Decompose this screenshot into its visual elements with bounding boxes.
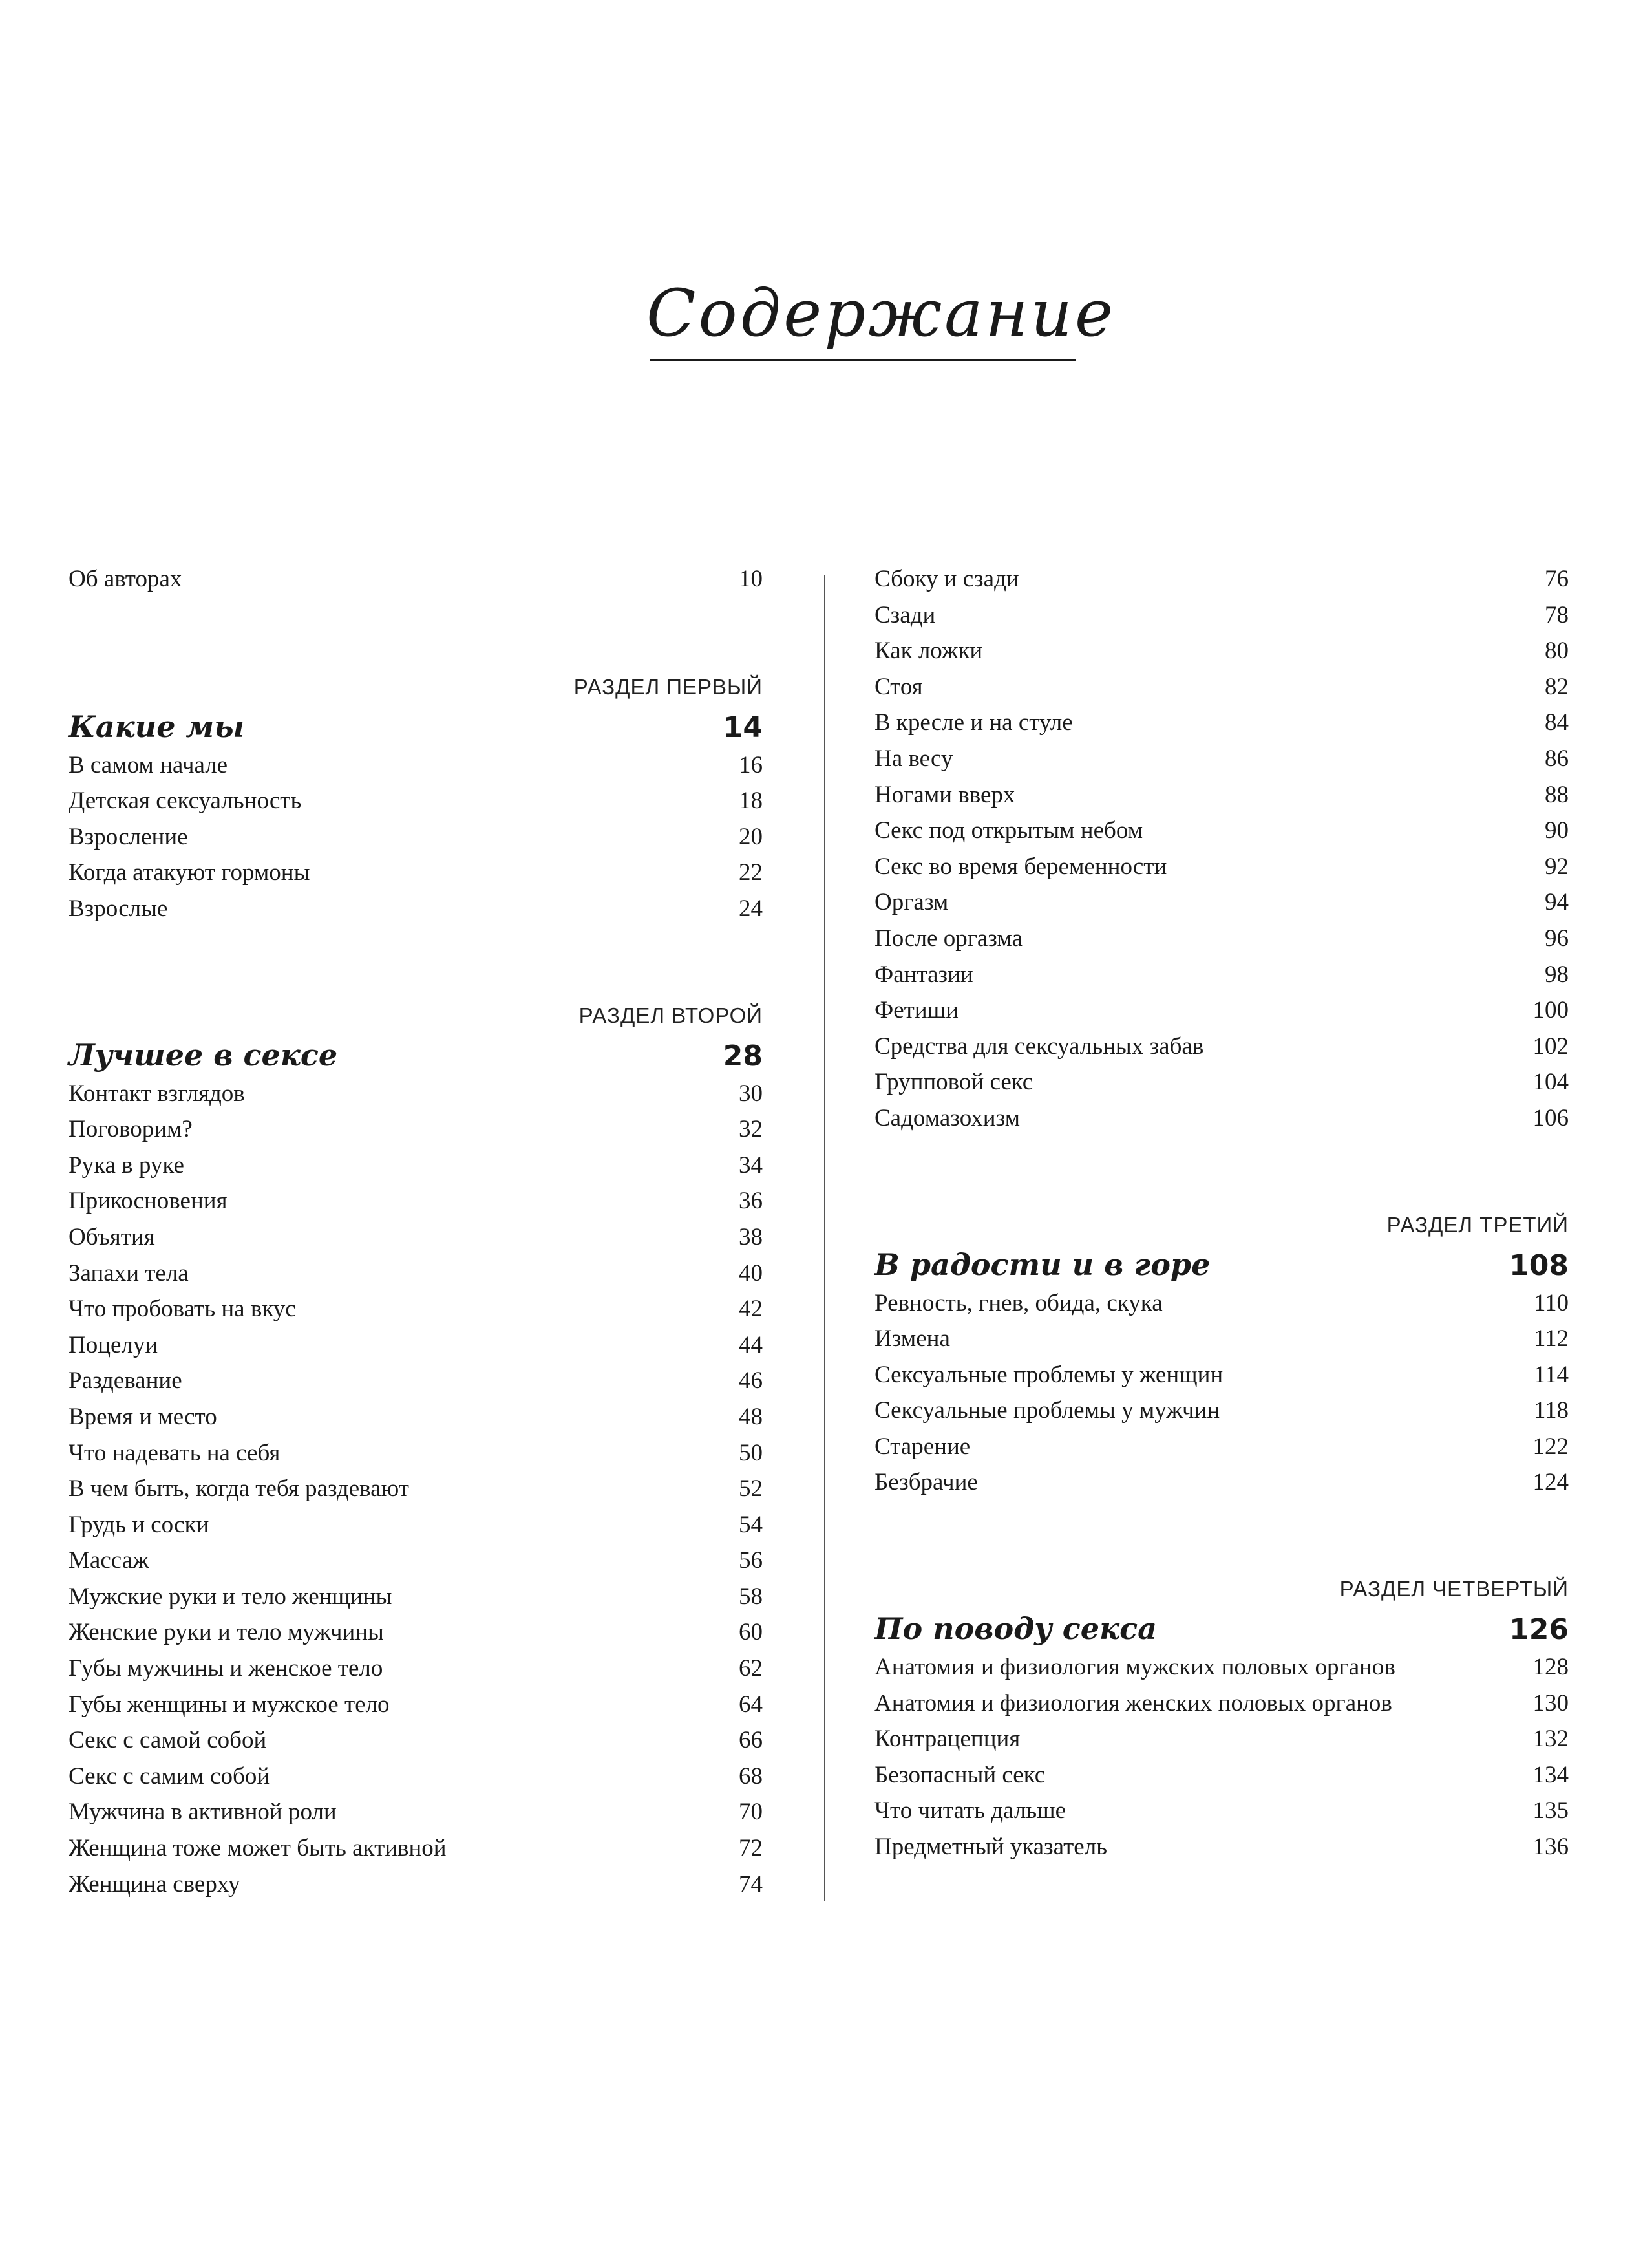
toc-entry-label: Женщина сверху: [69, 1870, 240, 1898]
section-label: РАЗДЕЛ ТРЕТИЙ: [1386, 1212, 1569, 1237]
toc-entry-label: Старение: [874, 1433, 971, 1460]
toc-entry-label: Грудь и соски: [69, 1511, 209, 1538]
toc-entry-label: Об авторах: [69, 566, 182, 592]
toc-entry[interactable]: [69, 855, 763, 891]
toc-entry-label: Что пробовать на вкус: [69, 1296, 296, 1323]
toc-entry[interactable]: [69, 1148, 763, 1184]
toc-entry-label: Контрацепция: [874, 1726, 1021, 1753]
toc-entry[interactable]: [69, 1327, 763, 1364]
toc-entry-page: 134: [1532, 1761, 1569, 1788]
toc-entry[interactable]: [874, 1793, 1569, 1829]
toc-entry[interactable]: [874, 884, 1569, 921]
toc-entry-label: После оргазма: [874, 925, 1023, 952]
toc-entry-page: 32: [739, 1116, 763, 1143]
toc-entry-page: 130: [1532, 1689, 1569, 1717]
toc-entry[interactable]: [69, 1867, 763, 1903]
section-title: В радости и в горе: [874, 1246, 1211, 1282]
section-label: РАЗДЕЛ ПЕРВЫЙ: [573, 674, 763, 699]
toc-entry-page: 40: [739, 1259, 763, 1287]
toc-entry-label: Взрослые: [69, 895, 168, 922]
toc-entry-page: 22: [739, 859, 763, 886]
toc-entry-label: Рука в руке: [69, 1151, 184, 1179]
page-title: Содержание: [646, 275, 1116, 351]
section-heading[interactable]: [874, 1608, 1569, 1649]
toc-entry-page: 135: [1532, 1797, 1569, 1824]
section-page: 28: [723, 1039, 763, 1073]
toc-entry[interactable]: [69, 819, 763, 855]
toc-entry[interactable]: [874, 705, 1569, 741]
toc-entry-label: Раздевание: [69, 1367, 182, 1395]
toc-entry-label: Анатомия и физиология мужских половых органов: [874, 1654, 1395, 1681]
toc-entry[interactable]: [874, 849, 1569, 885]
toc-entry-label: Массаж: [69, 1547, 149, 1574]
toc-entry-page: 92: [1545, 853, 1569, 880]
toc-entry[interactable]: [69, 1759, 763, 1795]
toc-entry-label: Мужские руки и тело женщины: [69, 1583, 392, 1610]
toc-entry-page: 30: [739, 1080, 763, 1107]
toc-entry-page: 54: [739, 1511, 763, 1538]
section-label: РАЗДЕЛ ЧЕТВЕРТЫЙ: [1339, 1577, 1569, 1601]
toc-entry-page: 114: [1533, 1361, 1569, 1388]
toc-entry[interactable]: [69, 1076, 763, 1112]
toc-entry[interactable]: [69, 783, 763, 819]
toc-entry-label: Запахи тела: [69, 1259, 189, 1287]
toc-right-column: [874, 561, 1569, 1865]
toc-entry-page: 104: [1532, 1069, 1569, 1096]
toc-entry[interactable]: [69, 1399, 763, 1435]
toc-entry-label: Губы женщины и мужское тело: [69, 1691, 390, 1718]
toc-entry[interactable]: [69, 1219, 763, 1256]
toc-entry-label: Губы мужчины и женское тело: [69, 1655, 383, 1682]
toc-entry[interactable]: [874, 1100, 1569, 1137]
toc-entry-page: 48: [739, 1403, 763, 1430]
toc-entry-page: 110: [1533, 1289, 1569, 1316]
toc-entry[interactable]: [69, 1111, 763, 1148]
toc-entry-label: Женщина тоже может быть активной: [69, 1835, 447, 1862]
toc-entry[interactable]: [69, 1543, 763, 1579]
toc-entry-page: 70: [739, 1799, 763, 1826]
toc-entry-page: 94: [1545, 889, 1569, 916]
toc-entry-label: Предметный указатель: [874, 1834, 1108, 1861]
toc-entry[interactable]: [69, 1687, 763, 1723]
toc-entry[interactable]: [874, 1321, 1569, 1357]
section-entries: [874, 1649, 1569, 1865]
toc-entry-page: 50: [739, 1439, 763, 1466]
toc-entry-label: Секс во время беременности: [874, 853, 1167, 880]
toc-entry-page: 80: [1545, 637, 1569, 665]
toc-entry-page: 68: [739, 1762, 763, 1790]
toc-entry-label: Секс под открытым небом: [874, 817, 1143, 844]
section-heading[interactable]: [69, 706, 763, 747]
toc-entry-label: Прикосновения: [69, 1188, 228, 1215]
toc-entry-label: Взросление: [69, 823, 188, 850]
toc-entry[interactable]: [874, 957, 1569, 993]
toc-entry[interactable]: [69, 1435, 763, 1471]
toc-entry-page: 88: [1545, 781, 1569, 808]
toc-entry[interactable]: [874, 1064, 1569, 1100]
toc-entry-label: Детская сексуальность: [69, 787, 302, 815]
toc-entry-page: 84: [1545, 709, 1569, 736]
toc-entry-page: 34: [739, 1151, 763, 1179]
toc-entry-label: Сексуальные проблемы у женщин: [874, 1361, 1224, 1388]
toc-entry-page: 58: [739, 1583, 763, 1610]
toc-entry-page: 102: [1532, 1032, 1569, 1060]
toc-entry-label: Поговорим?: [69, 1116, 193, 1143]
section-page: 14: [723, 711, 763, 744]
toc-entry-page: 122: [1532, 1433, 1569, 1460]
toc-section-1: [69, 669, 763, 927]
toc-entry-label: Что надевать на себя: [69, 1439, 281, 1466]
toc-entry-label: Анатомия и физиология женских половых органов: [874, 1689, 1392, 1717]
toc-entry-page: 128: [1532, 1654, 1569, 1681]
toc-entry[interactable]: [69, 1651, 763, 1687]
toc-entry[interactable]: [69, 1256, 763, 1292]
section-entries: [69, 747, 763, 927]
section-label: РАЗДЕЛ ВТОРОЙ: [578, 1003, 763, 1027]
toc-entry[interactable]: [69, 1183, 763, 1219]
toc-entry-page: 106: [1532, 1104, 1569, 1131]
toc-entry[interactable]: [874, 1649, 1569, 1685]
toc-entry-page: 100: [1532, 997, 1569, 1024]
toc-entry-page: 98: [1545, 961, 1569, 988]
toc-entry-label: В кресле и на стуле: [874, 709, 1073, 736]
toc-entry-page: 124: [1532, 1469, 1569, 1496]
toc-entry-page: 132: [1532, 1726, 1569, 1753]
toc-entry[interactable]: [874, 813, 1569, 849]
section-page: 126: [1509, 1613, 1569, 1647]
toc-entry-page: 136: [1532, 1834, 1569, 1861]
toc-entry[interactable]: [69, 1507, 763, 1543]
toc-entry[interactable]: [874, 992, 1569, 1029]
toc-entry-page: 18: [739, 787, 763, 815]
toc-entry-label: Поцелуи: [69, 1331, 158, 1358]
toc-entry-label: В самом начале: [69, 751, 228, 778]
toc-entry[interactable]: [874, 597, 1569, 634]
toc-entry-page: 10: [739, 566, 763, 592]
toc-section-4: [874, 1570, 1569, 1865]
toc-entry-label: Объятия: [69, 1223, 155, 1250]
toc-entry-label: Что читать дальше: [874, 1797, 1066, 1824]
toc-entry-label: Групповой секс: [874, 1069, 1034, 1096]
toc-entry-page: 44: [739, 1331, 763, 1358]
toc-entry[interactable]: [874, 633, 1569, 669]
section-entries: [69, 1076, 763, 1903]
toc-entry[interactable]: [69, 1830, 763, 1867]
toc-entry-page: 66: [739, 1727, 763, 1754]
toc-section-3: [874, 1206, 1569, 1501]
toc-entry-label: Секс с самой собой: [69, 1727, 267, 1754]
toc-entry-label: Средства для сексуальных забав: [874, 1032, 1204, 1060]
toc-entry[interactable]: [69, 1579, 763, 1615]
toc-entry-label: Как ложки: [874, 637, 983, 665]
toc-entry-label: Контакт взглядов: [69, 1080, 245, 1107]
title-underline: [650, 359, 1076, 361]
toc-entry[interactable]: [69, 1794, 763, 1830]
toc-entry[interactable]: [69, 1722, 763, 1759]
toc-entry-label: Сзади: [874, 601, 936, 628]
column-divider: [824, 575, 825, 1901]
section-page: 108: [1509, 1248, 1569, 1282]
toc-entry-label: Безопасный секс: [874, 1761, 1046, 1788]
toc-entry[interactable]: [69, 1614, 763, 1651]
section-heading[interactable]: [874, 1244, 1569, 1285]
section-heading[interactable]: [69, 1034, 763, 1076]
toc-entry[interactable]: [69, 747, 763, 784]
section-2-continued-entries: [874, 561, 1569, 1137]
toc-entry-page: 64: [739, 1691, 763, 1718]
toc-entry-label: Сексуальные проблемы у мужчин: [874, 1397, 1220, 1424]
toc-entry-label: Стоя: [874, 673, 923, 700]
toc-entry-page: 96: [1545, 925, 1569, 952]
toc-entry-page: 24: [739, 895, 763, 922]
toc-entry-page: 78: [1545, 601, 1569, 628]
toc-left-column: [69, 561, 763, 1902]
toc-entry-label: Садомазохизм: [874, 1104, 1021, 1131]
toc-entry-page: 74: [739, 1870, 763, 1898]
toc-entry-page: 72: [739, 1835, 763, 1862]
toc-entry-label: Фетиши: [874, 997, 959, 1024]
toc-entry-page: 86: [1545, 745, 1569, 772]
section-title: Какие мы: [69, 709, 245, 744]
toc-entry-page: 20: [739, 823, 763, 850]
toc-entry-label: Фантазии: [874, 961, 973, 988]
toc-section-2: [69, 997, 763, 1903]
toc-entry-about-authors[interactable]: [69, 561, 763, 597]
toc-entry[interactable]: [874, 1357, 1569, 1393]
toc-entry-label: Время и место: [69, 1403, 217, 1430]
toc-entry-page: 38: [739, 1223, 763, 1250]
toc-entry-label: Измена: [874, 1325, 950, 1353]
toc-entry-page: 76: [1545, 566, 1569, 592]
toc-entry[interactable]: [874, 1429, 1569, 1465]
toc-entry-page: 52: [739, 1475, 763, 1503]
toc-entry[interactable]: [874, 1285, 1569, 1321]
toc-entry[interactable]: [874, 669, 1569, 705]
toc-entry-label: Женские руки и тело мужчины: [69, 1619, 384, 1646]
toc-entry-page: 112: [1533, 1325, 1569, 1353]
toc-entry-page: 60: [739, 1619, 763, 1646]
toc-entry[interactable]: [874, 1464, 1569, 1501]
toc-entry[interactable]: [874, 741, 1569, 777]
toc-entry-page: 42: [739, 1296, 763, 1323]
toc-entry[interactable]: [874, 1029, 1569, 1065]
toc-entry[interactable]: [69, 1471, 763, 1507]
toc-entry-label: Когда атакуют гормоны: [69, 859, 310, 886]
toc-entry-label: На весу: [874, 745, 953, 772]
toc-entry[interactable]: [874, 777, 1569, 813]
toc-entry[interactable]: [874, 1757, 1569, 1793]
toc-entry[interactable]: [874, 561, 1569, 597]
toc-entry-label: Сбоку и сзади: [874, 566, 1019, 592]
toc-entry-label: Ревность, гнев, обида, скука: [874, 1289, 1163, 1316]
toc-entry-page: 16: [739, 751, 763, 778]
toc-entry[interactable]: [874, 1721, 1569, 1757]
toc-entry-label: Оргазм: [874, 889, 949, 916]
toc-entry-label: В чем быть, когда тебя раздевают: [69, 1475, 409, 1503]
toc-entry[interactable]: [874, 1685, 1569, 1722]
toc-entry-page: 90: [1545, 817, 1569, 844]
toc-entry[interactable]: [69, 1291, 763, 1327]
toc-entry-page: 118: [1533, 1397, 1569, 1424]
section-title: Лучшее в сексе: [69, 1037, 338, 1073]
toc-entry[interactable]: [69, 891, 763, 927]
toc-entry-page: 62: [739, 1655, 763, 1682]
toc-entry[interactable]: [69, 1363, 763, 1399]
toc-entry-label: Ногами вверх: [874, 781, 1015, 808]
toc-entry-page: 46: [739, 1367, 763, 1395]
toc-entry-page: 56: [739, 1547, 763, 1574]
toc-entry[interactable]: [874, 1829, 1569, 1865]
toc-entry-page: 82: [1545, 673, 1569, 700]
toc-entry-page: 36: [739, 1188, 763, 1215]
toc-entry[interactable]: [874, 1393, 1569, 1429]
toc-entry[interactable]: [874, 921, 1569, 957]
section-entries: [874, 1285, 1569, 1501]
page-title-block: [646, 272, 1116, 361]
toc-entry-label: Безбрачие: [874, 1469, 978, 1496]
toc-entry-label: Мужчина в активной роли: [69, 1799, 337, 1826]
section-title: По поводу секса: [874, 1611, 1157, 1647]
toc-entry-label: Секс с самим собой: [69, 1762, 270, 1790]
